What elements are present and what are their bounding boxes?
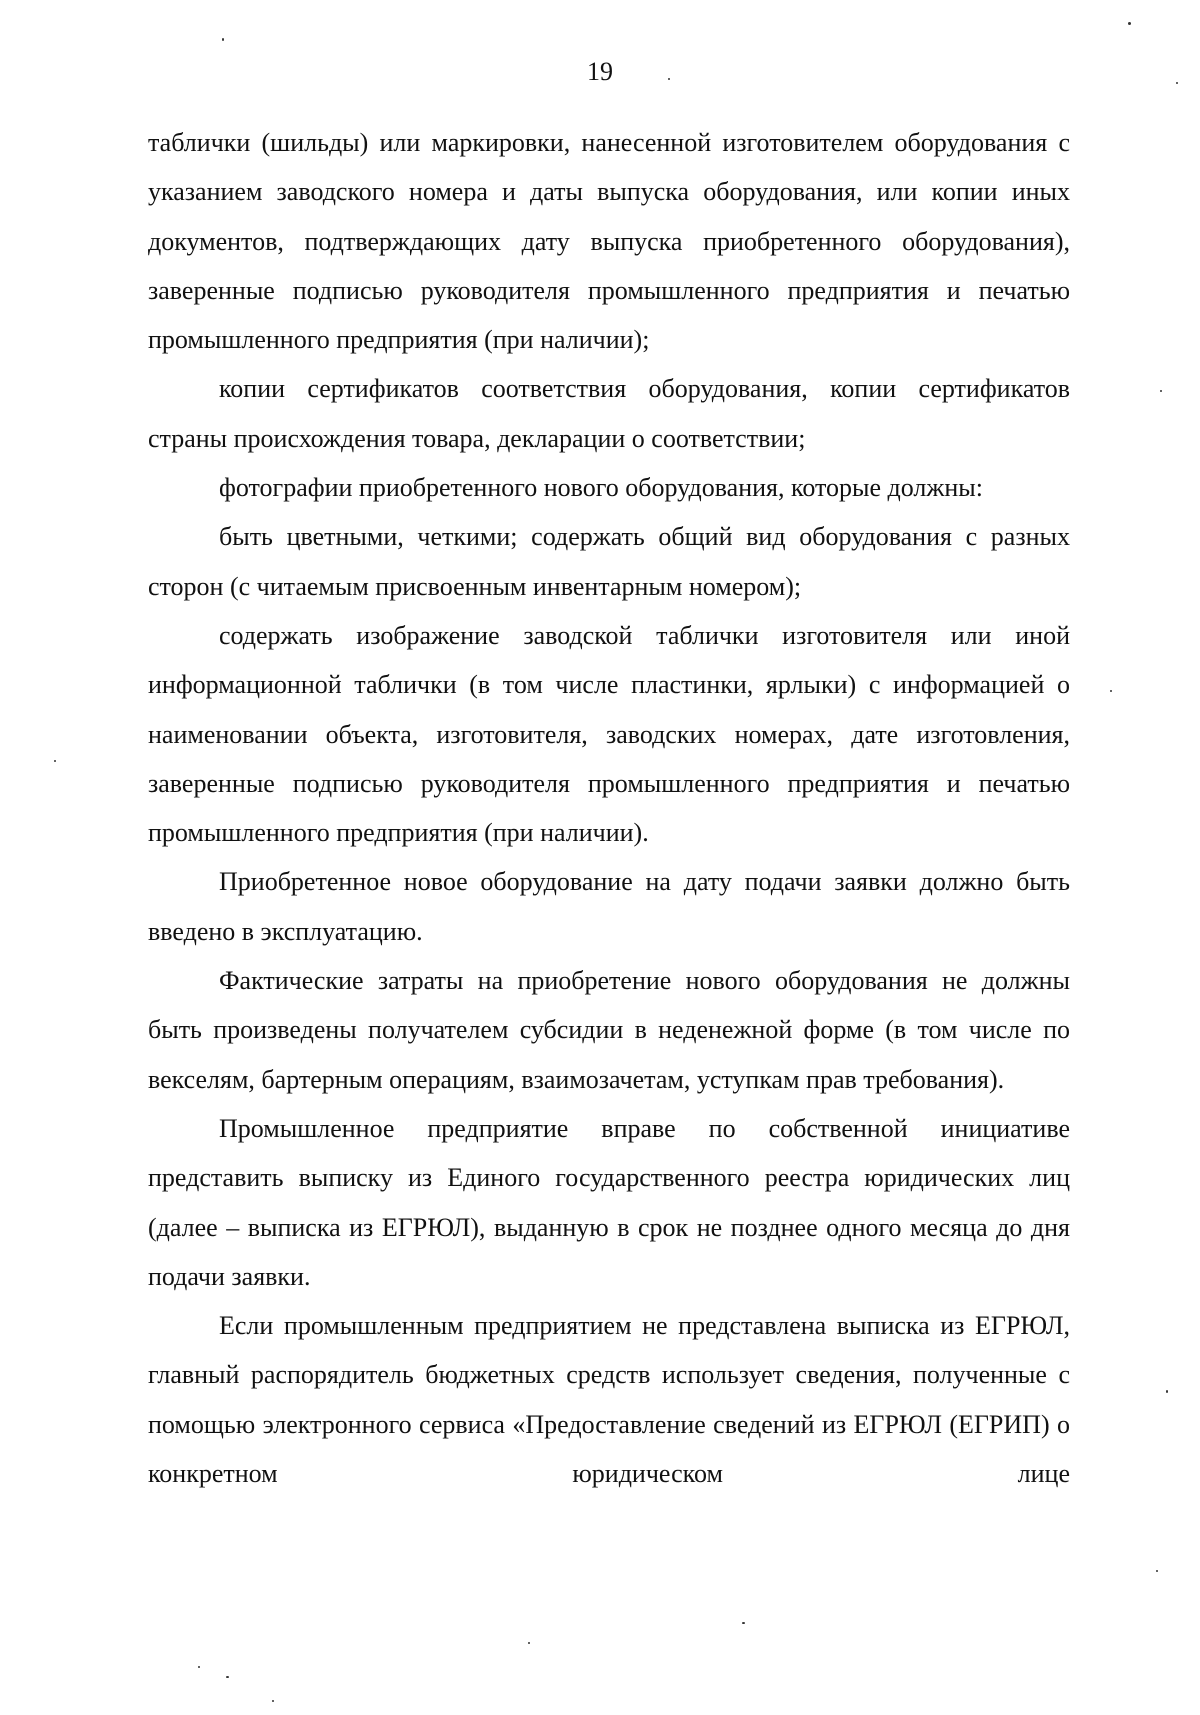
paragraph-commissioning: Приобретенное новое оборудование на дату подачи заявки должно быть введено в эксплуатацию.: [148, 867, 1070, 946]
page-number: 19: [587, 57, 613, 86]
paragraph-actual-costs: Фактические затраты на приобретение нового оборудования не должны быть произведены получателем субсидии в неденежной форме (в том числе по векселям, бартерным операциям, взаимозачетам, уступкам прав требования).: [148, 966, 1070, 1094]
scan-speck: [1166, 1390, 1168, 1393]
paragraph-egrul-extract: Промышленное предприятие вправе по собственной инициативе представить выписку из Единого государственного реестра юридических лиц (далее – выписка из ЕГРЮЛ), выданную в срок не позднее одного месяца до дня подачи заявки.: [148, 1113, 1070, 1291]
paragraph-certificates: копии сертификатов соответствия оборудования, копии сертификатов страны происхождения товара, декларации о соответствии;: [148, 374, 1070, 453]
scan-speck: [54, 760, 56, 762]
paragraph-nameplate: содержать изображение заводской таблички изготовителя или иной информационной таблички (в том числе пластинки, ярлыки) с информацией о наименовании объекта, изготовителя, заводских номерах, дате изготовления, заверенные подписью руководителя промышленного предприятия и печатью промышленного предприятия (при наличии).: [148, 620, 1070, 848]
document-body: [148, 118, 1070, 1498]
scan-speck: [1160, 390, 1162, 392]
scan-speck: [668, 78, 670, 80]
scan-speck: [198, 1666, 200, 1668]
paragraph-photo-requirements: быть цветными, четкими; содержать общий вид оборудования с разных сторон (с читаемым присвоенным инвентарным номером);: [148, 522, 1070, 601]
scan-speck: [1156, 1570, 1158, 1572]
scan-speck: [528, 1642, 530, 1644]
scan-speck: [1128, 22, 1131, 25]
scan-speck: [272, 1700, 274, 1702]
paragraph-continuation: таблички (шильды) или маркировки, нанесенной изготовителем оборудования с указанием заводского номера и даты выпуска оборудования, или копии иных документов, подтверждающих дату выпуска приобретенного оборудования), заверенные подписью руководителя промышленного предприятия и печатью промышленного предприятия (при наличии);: [148, 128, 1070, 355]
scan-speck: [222, 38, 224, 41]
scan-speck: [742, 1622, 745, 1624]
scan-speck: [226, 1676, 229, 1678]
scan-speck: [1176, 82, 1178, 84]
scan-speck: [1110, 690, 1112, 692]
paragraph-photos: фотографии приобретенного нового оборудования, которые должны:: [219, 473, 983, 503]
paragraph-egrul-service: Если промышленным предприятием не представлена выписка из ЕГРЮЛ, главный распорядитель бюджетных средств использует сведения, полученные с помощью электронного сервиса «Предоставление сведений из ЕГРЮЛ (ЕГРИП) о конкретном юридическом лице: [148, 1311, 1070, 1489]
